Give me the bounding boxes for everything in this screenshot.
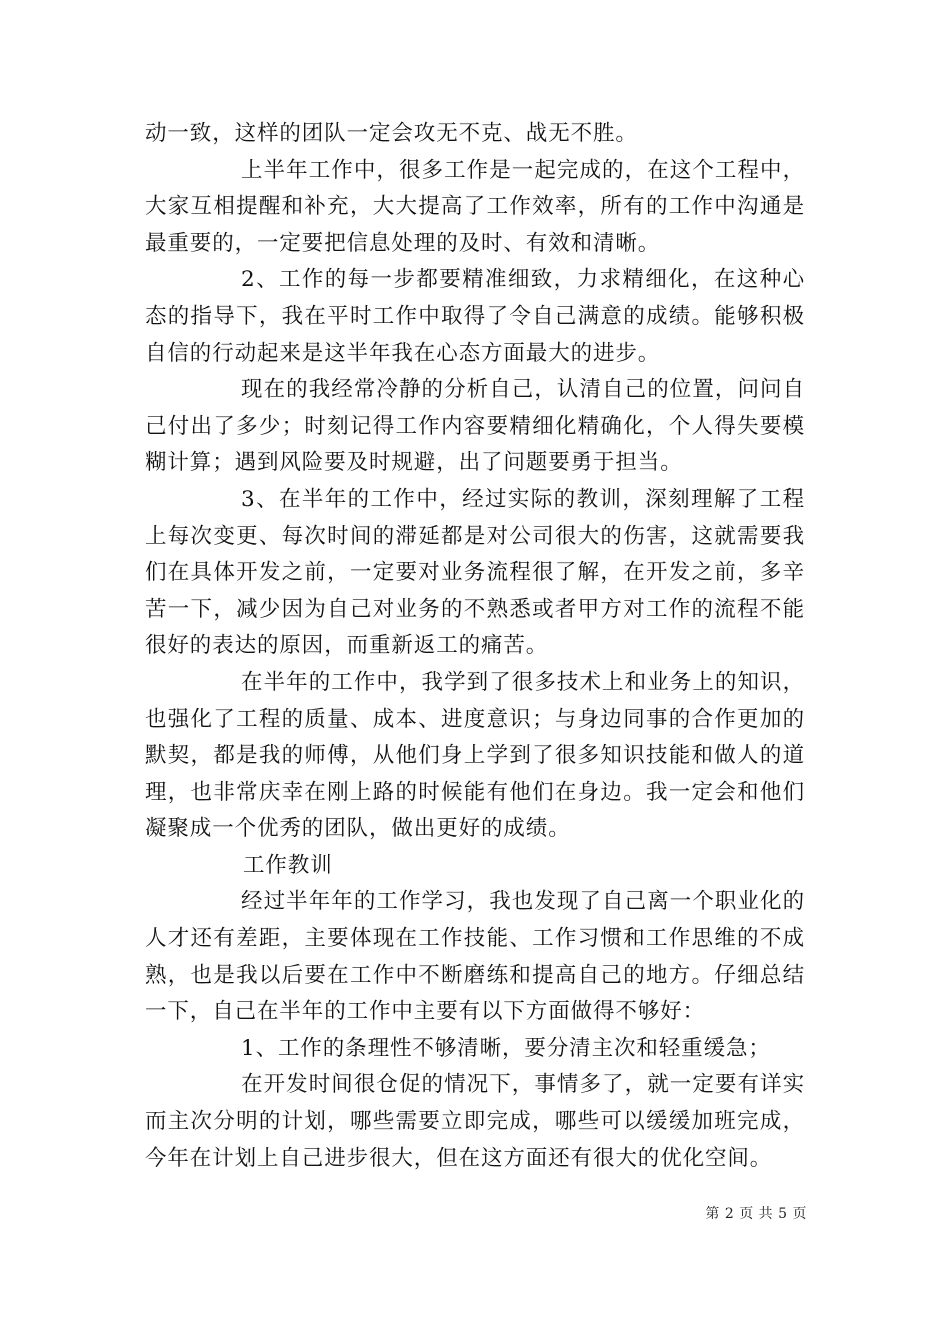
paragraph-point-2: 2、工作的每一步都要精准细致，力求精细化，在这种心态的指导下，我在平时工作中取得了令自己满意的成绩。能够积极自信的行动起来是这半年我在心态方面最大的进步。 [145, 267, 805, 366]
page-number: 第 2 页 共 5 页 [705, 1206, 807, 1222]
paragraph-point-3: 3、在半年的工作中，经过实际的教训，深刻理解了工程上每次变更、每次时间的滞延都是对公司很大的伤害，这就需要我们在具体开发之前，一定要对业务流程很了解，在开发之前，多辛苦一下，减少因为自己对业务的不熟悉或者甲方对工作的流程不能很好的表达的原因，而重新返工的痛苦。 [145, 486, 805, 659]
paragraph-continuation: 动一致，这样的团队一定会攻无不克、战无不胜。 [145, 121, 638, 146]
paragraph-self-analysis: 现在的我经常冷静的分析自己，认清自己的位置，问问自己付出了多少；时刻记得工作内容要精细化精确化，个人得失要模糊计算；遇到风险要及时规避，出了问题要勇于担当。 [145, 377, 805, 476]
paragraph-learning: 在半年的工作中，我学到了很多技术上和业务上的知识，也强化了工程的质量、成本、进度意识；与身边同事的合作更加的默契，都是我的师傅，从他们身上学到了很多知识技能和做人的道理，也非常庆幸在刚上路的时候能有他们在身边。我一定会和他们凝聚成一个优秀的团队，做出更好的成绩。 [145, 669, 805, 842]
paragraph-planning: 在开发时间很仓促的情况下，事情多了，就一定要有详实而主次分明的计划，哪些需要立即完成，哪些可以缓缓加班完成，今年在计划上自己进步很大，但在这方面还有很大的优化空间。 [145, 1072, 805, 1171]
paragraph-lesson-1: 1、工作的条理性不够清晰，要分清主次和轻重缓急； [241, 1035, 771, 1061]
paragraph-lessons-intro: 经过半年年的工作学习，我也发现了自己离一个职业化的人才还有差距，主要体现在工作技能、工作习惯和工作思维的不成熟，也是我以后要在工作中不断磨练和提高自己的地方。仔细总结一下，自己在半年的工作中主要有以下方面做得不够好： [145, 889, 805, 1025]
section-heading: 工作教训 [243, 852, 333, 878]
paragraph-teamwork: 上半年工作中，很多工作是一起完成的，在这个工程中，大家互相提醒和补充，大大提高了工作效率，所有的工作中沟通是最重要的，一定要把信息处理的及时、有效和清晰。 [145, 157, 805, 256]
document-body [145, 116, 805, 1177]
